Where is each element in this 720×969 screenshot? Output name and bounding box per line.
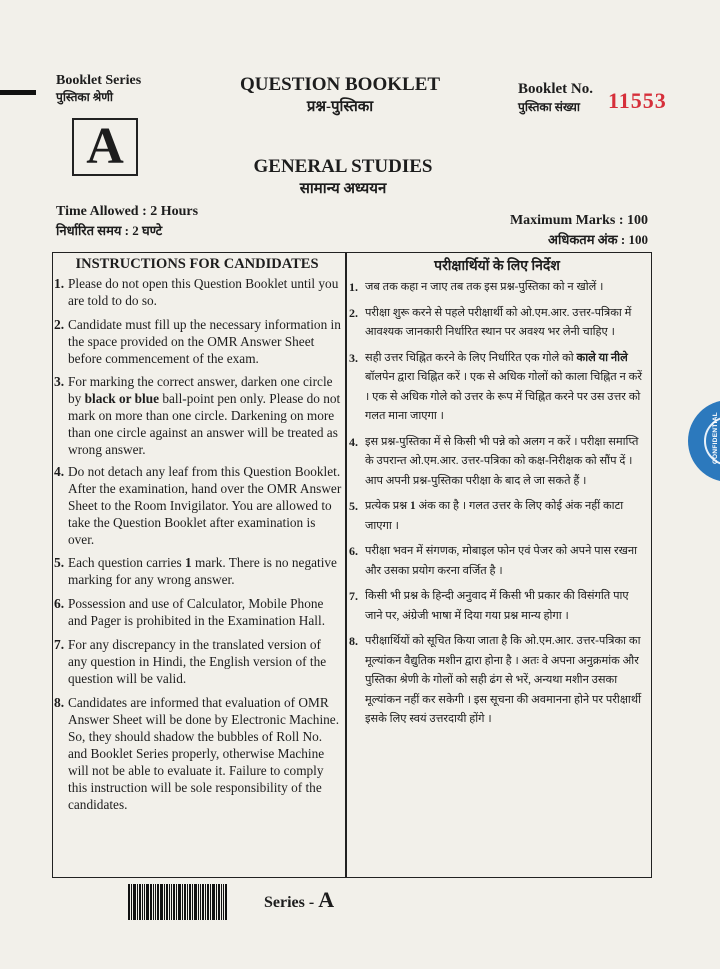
instruction-number: 6. <box>54 596 65 611</box>
instruction-text: इस प्रश्न-पुस्तिका में से किसी भी पन्ने को अलग न करें । परीक्षा समाप्ति के उपरान्त ओ.एम.आर. उत्तर-पत्रिका को कक्ष-निरीक्षक को सौंप दें । आप अपनी प्रश्न-पुस्तिका परीक्षा के बाद ले जा सकते हैं । <box>365 435 639 487</box>
instruction-number: 2. <box>54 317 65 332</box>
instruction-number: 3. <box>54 374 65 389</box>
instruction-item-en-3 <box>52 373 342 458</box>
instruction-number: 4. <box>54 464 65 479</box>
instruction-text-part: For marking the correct answer, darken one circle by <box>68 374 333 406</box>
barcode <box>128 884 244 920</box>
instruction-item-hi-4 <box>347 433 647 492</box>
instruction-text-part: mark. There is no negative marking for any wrong answer. <box>68 555 337 587</box>
booklet-number-value: 11553 <box>608 88 667 113</box>
instruction-text: Do not detach any leaf from this Question Booklet. After the examination, hand over the OMR Answer Sheet to the Room Invigilator. You are allowed to take the Question Booklet after examination is over. <box>68 464 342 547</box>
instruction-number: 7. <box>349 589 358 603</box>
instruction-text-part: Each question carries <box>68 555 186 570</box>
instruction-text: Possession and use of Calculator, Mobile Phone and Pager is prohibited in the Examination Hall. <box>68 596 326 628</box>
instruction-text <box>365 349 647 427</box>
instruction-number: 4. <box>349 434 358 449</box>
instruction-text-emphasis: काले या नीले <box>576 351 628 364</box>
booklet-number-label-hindi: पुस्तिका संख्या <box>518 100 580 114</box>
instruction-text: Please do not open this Question Booklet until you are told to do so. <box>68 276 339 308</box>
instruction-number: 5. <box>54 555 65 570</box>
booklet-series-label-hindi: पुस्तिका श्रेणी <box>56 90 114 104</box>
instruction-text: परीक्षार्थियों को सूचित किया जाता है कि ओ.एम.आर. उत्तर-पत्रिका का मूल्यांकन वैद्युतिक मशीन द्वारा होना है । अतः वे अपना अनुक्रमांक और पुस्तिका श्रेणी के गोलों को सही ढंग से भरें, अन्यथा मशीन उसका मूल्यांकन नहीं कर सकेगी । इस सूचना की अवमानना होने पर परीक्षार्थी इसके लिए स्वयं उत्तरदायी होंगे । <box>365 635 641 725</box>
instruction-item-hi-6 <box>347 542 647 581</box>
instruction-number: 2. <box>349 305 358 320</box>
instruction-number: 8. <box>54 695 65 710</box>
booklet-title-hindi: प्रश्न-पुस्तिका <box>306 99 374 115</box>
booklet-series-value: A <box>86 118 124 175</box>
instruction-text: For any discrepancy in the translated version of any question in Hindi, the English version of the question will be valid. <box>68 637 327 686</box>
instruction-text <box>68 373 342 458</box>
instruction-item-en-7 <box>52 636 342 687</box>
instruction-number: 1. <box>349 280 358 294</box>
instruction-item-hi-8 <box>347 632 647 730</box>
instruction-text-part: प्रत्येक प्रश्न <box>365 500 410 512</box>
instruction-item-en-1 <box>52 275 342 309</box>
instruction-number: 1. <box>54 276 65 291</box>
subject-title: GENERAL STUDIES <box>253 156 433 177</box>
instruction-number: 3. <box>349 350 358 365</box>
instruction-text-part: बॉलपेन द्वारा चिह्नित करें । एक से अधिक गोलों को काला चिह्नित न करें । एक से अधिक गोले को उत्तर के रूप में चिह्नित करने पर उस उत्तर को गलत माना जाएगा । <box>365 371 642 422</box>
maximum-marks-hindi: अधिकतम अंक : 100 <box>548 232 648 247</box>
instructions-heading-english: INSTRUCTIONS FOR CANDIDATES <box>75 256 319 272</box>
instruction-text: परीक्षा भवन में संगणक, मोबाइल फोन एवं पेजर को अपने पास रखना और उसका प्रयोग करना वर्जित है । <box>365 545 638 577</box>
margin-dash-mark <box>0 90 36 95</box>
instruction-text: Candidates are informed that evaluation of OMR Answer Sheet will be done by Electronic Machine. So, they should shadow the bubbles of Roll No. and Booklet Series properly, otherwise Machine will not be able to evaluate it. Failure to comply this instruction will be sole responsibility of the candidates. <box>68 695 340 812</box>
instructions-heading-hindi: परीक्षार्थियों के लिए निर्देश <box>434 259 560 274</box>
subject-title-hindi: सामान्य अध्ययन <box>299 181 387 197</box>
series-footer <box>264 887 335 913</box>
series-footer-letter: A <box>318 887 335 912</box>
booklet-series-box <box>72 118 138 176</box>
instruction-item-hi-7 <box>347 587 647 626</box>
instruction-item-en-6 <box>52 595 342 629</box>
instruction-item-hi-3 <box>347 349 647 427</box>
instruction-text: परीक्षा शुरू करने से पहले परीक्षार्थी को ओ.एम.आर. उत्तर-पत्रिका में आवश्यक जानकारी निर्धारित स्थान पर अवश्य भर लेनी चाहिए । <box>365 306 632 338</box>
instruction-number: 7. <box>54 637 65 652</box>
instruction-text-part: अंक का है । गलत उत्तर के लिए कोई अंक नहीं काटा जाएगा । <box>365 500 624 532</box>
instruction-item-en-5 <box>52 554 342 588</box>
maximum-marks: Maximum Marks : 100 <box>509 213 648 228</box>
instruction-item-hi-2 <box>347 304 647 343</box>
instruction-item-en-8 <box>52 694 342 813</box>
instruction-text-emphasis: 1 <box>185 555 192 570</box>
instruction-item-en-4 <box>52 463 342 548</box>
instructions-hindi-column <box>347 258 647 730</box>
confidential-sticker-text: CONFIDENTIAL <box>712 412 719 464</box>
booklet-series-label: Booklet Series <box>56 73 142 88</box>
instruction-number: 8. <box>349 634 358 648</box>
instruction-text-emphasis: 1 <box>410 500 416 512</box>
instruction-item-hi-1 <box>347 278 647 298</box>
time-allowed-hindi: निर्धारित समय : 2 घण्टे <box>56 223 163 238</box>
instruction-text-part: सही उत्तर चिह्नित करने के लिए निर्धारित एक गोले को <box>365 351 577 364</box>
instruction-text-emphasis: black or blue <box>84 391 160 406</box>
instruction-text <box>365 497 647 536</box>
booklet-title: QUESTION BOOKLET <box>239 74 441 95</box>
instruction-text: Candidate must fill up the necessary information in the space provided on the OMR Answer Sheet before commencement of the exam. <box>68 317 341 366</box>
instruction-item-hi-5 <box>347 497 647 536</box>
series-footer-label: Series - <box>264 894 319 911</box>
instruction-text-part: ball-point pen only. Please do not mark on more than one circle. Darkening on more than one circle against an answer will be treated as wrong answer. <box>68 391 341 457</box>
instructions-english-column <box>52 256 342 813</box>
booklet-number-label: Booklet No. <box>518 81 593 97</box>
instruction-number: 5. <box>349 499 358 513</box>
instruction-item-en-2 <box>52 316 342 367</box>
instruction-text: किसी भी प्रश्न के हिन्दी अनुवाद में किसी भी प्रकार की विसंगति पाए जाने पर, अंग्रेजी भाषा में दिया गया प्रश्न मान्य होगा । <box>365 590 629 622</box>
instruction-text: जब तक कहा न जाए तब तक इस प्रश्न-पुस्तिका को न खोलें । <box>365 281 604 293</box>
instruction-number: 6. <box>349 544 358 558</box>
instruction-text <box>68 554 342 588</box>
time-allowed: Time Allowed : 2 Hours <box>56 204 199 219</box>
